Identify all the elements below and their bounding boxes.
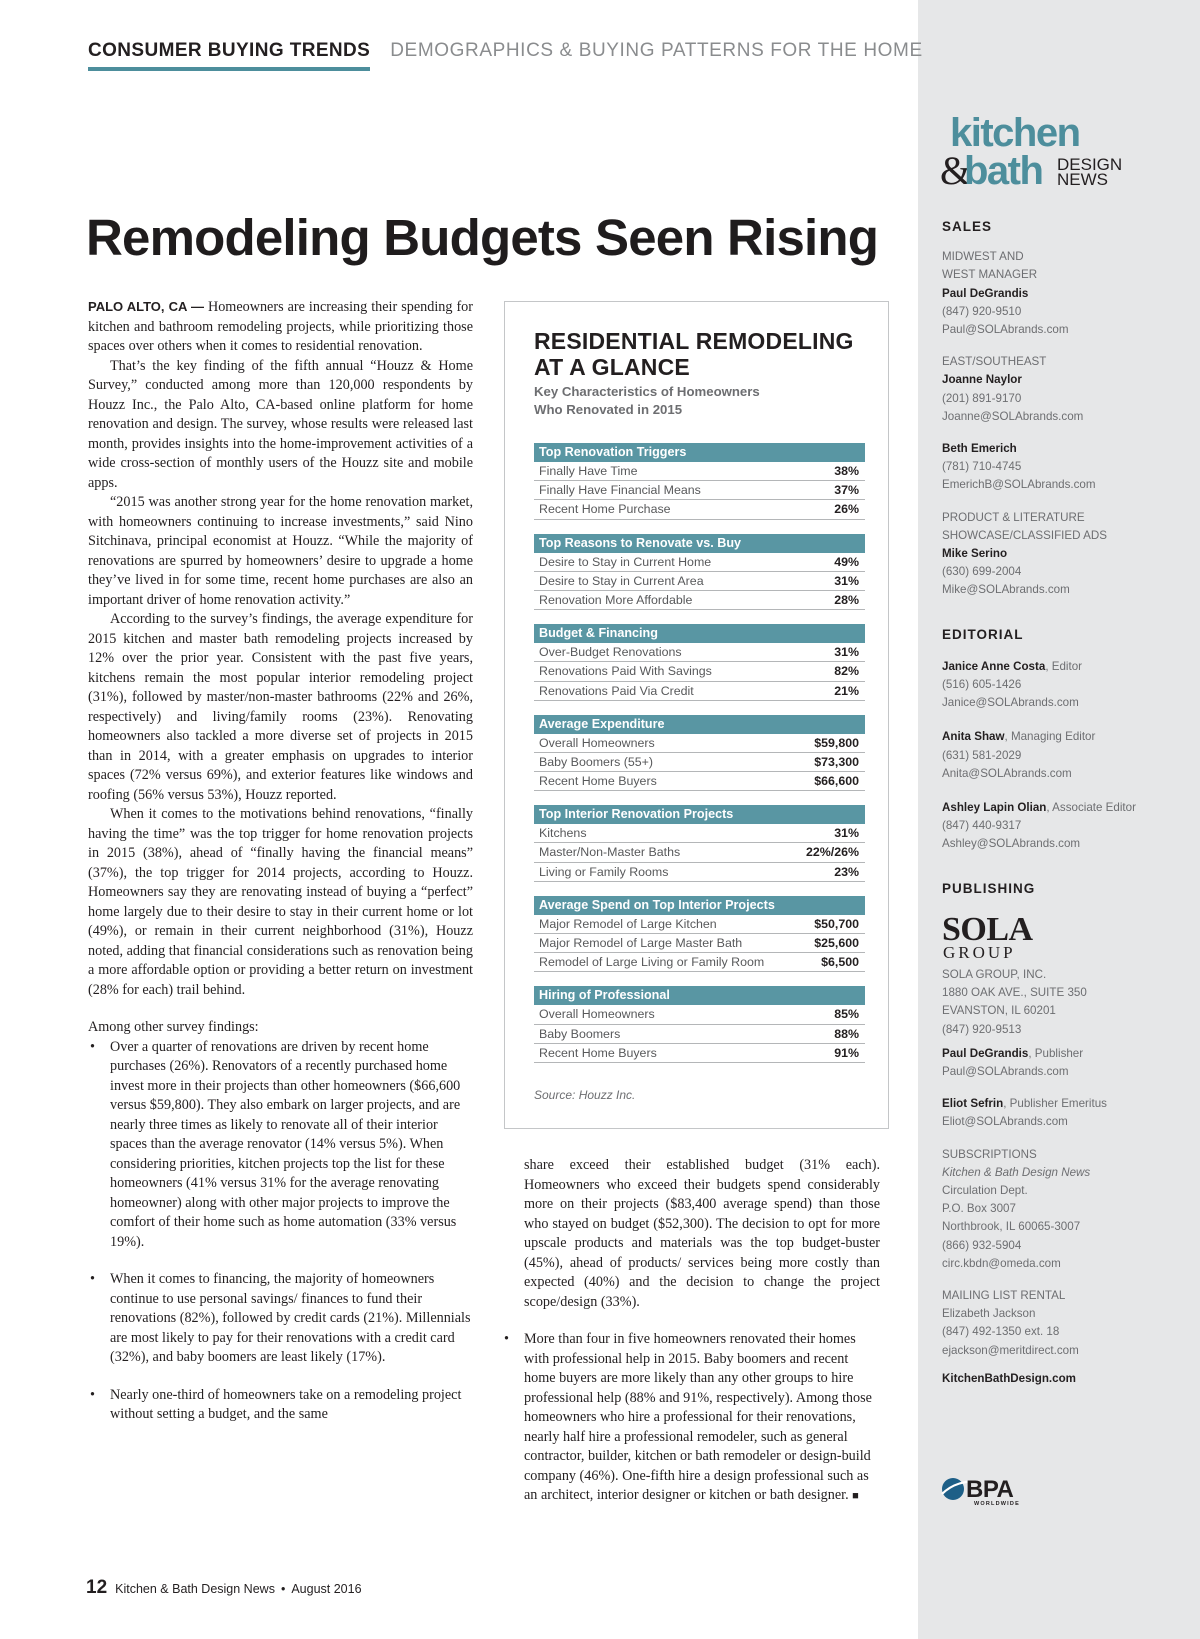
row-value: $25,600 [814, 936, 859, 950]
row-label: Recent Home Purchase [539, 502, 671, 517]
footer-separator: • [280, 1582, 286, 1596]
page-number: 12 [86, 1577, 108, 1598]
row-label: Baby Boomers (55+) [539, 754, 653, 769]
publisher-email[interactable]: Paul@SOLAbrands.com [942, 1064, 1069, 1078]
sales-midwest-title1: MIDWEST AND [942, 250, 1024, 264]
subscriptions-city: Northbrook, IL 60065-3007 [942, 1220, 1081, 1234]
findings-list [88, 1038, 473, 1425]
glance-section [534, 715, 865, 792]
list-item-text: Over a quarter of renovations are driven by recent home purchases (26%). Renovators of a recently purchased home invest more in their projects than other homeowners ($66,600 versus $59,800). They also embark on larger projects, and are nearly three times as likely to renovate all of their interior spaces than the average renovator (14% versus 5%). When considering priorities, kitchen projects top the list for these homeowners (41% versus 31% for the average renovating homeowner) along with other major projects to improve the comfort of their home such as home automation (33% versus 19%). [110, 1038, 461, 1250]
row-value: 38% [834, 464, 859, 478]
bullet-icon: • [504, 1331, 509, 1347]
list-item-text: Nearly one-third of homeowners take on a remodeling project without setting a budget, and the same [110, 1386, 462, 1422]
table-row [534, 1025, 865, 1044]
row-label: Finally Have Time [539, 464, 638, 478]
table-row [534, 462, 865, 481]
row-value: 31% [834, 645, 859, 660]
glance-section [534, 624, 865, 701]
editorial-heading: EDITORIAL [942, 626, 1024, 642]
website-link[interactable]: KitchenBathDesign.com [942, 1371, 1076, 1385]
logo-kitchen: kitchen [950, 112, 1080, 155]
subscriptions-dept: Circulation Dept. [942, 1183, 1028, 1197]
editor-role: , Editor [1045, 659, 1083, 673]
row-value: 28% [834, 592, 859, 607]
footer-publication: Kitchen & Bath Design News [115, 1582, 275, 1596]
row-value: $59,800 [814, 735, 859, 750]
glance-subtitle-line2: Who Renovated in 2015 [534, 402, 683, 417]
glance-section [534, 805, 865, 882]
sales-product-name: Mike Serino [942, 547, 1008, 561]
kbdn-logo [940, 112, 1140, 192]
row-label: Major Remodel of Large Master Bath [539, 936, 743, 950]
row-label: Overall Homeowners [539, 1007, 655, 1022]
article-paragraph: That’s the key finding of the fifth annual “Houzz & Home Survey,” conducted among more than 120,000 respondents by Houzz Inc., the Palo Alto, CA-based online platform for home renovation and design. The survey, whose results were released last month, provides insights into the home-improvement activities of a wide cross-section of monthly users of the Houzz site and mobile apps. [88, 357, 473, 491]
table-row [534, 843, 865, 862]
row-value: $66,600 [814, 774, 859, 789]
managing-editor-phone: (631) 581-2029 [942, 748, 1022, 762]
sales-product-phone: (630) 699-2004 [942, 565, 1022, 579]
row-label: Baby Boomers [539, 1026, 621, 1041]
logo-ampersand: & [940, 148, 972, 192]
publisher-name: Paul DeGrandis [942, 1046, 1029, 1060]
subscriptions-pub: Kitchen & Bath Design News [942, 1165, 1091, 1179]
row-label: Renovations Paid Via Credit [539, 683, 694, 698]
glance-section [534, 443, 865, 520]
table-row [534, 772, 865, 791]
row-label: Recent Home Buyers [539, 774, 657, 789]
managing-editor-name: Anita Shaw [942, 730, 1005, 744]
glance-section-heading: Top Interior Renovation Projects [534, 805, 865, 824]
table-row [534, 572, 865, 591]
sales-product-email[interactable]: Mike@SOLAbrands.com [942, 583, 1070, 597]
sales-east-phone: (201) 891-9170 [942, 391, 1022, 405]
table-row [534, 1005, 865, 1024]
sales-midwest-email[interactable]: Paul@SOLAbrands.com [942, 323, 1069, 337]
article-title: Remodeling Budgets Seen Rising [86, 209, 879, 266]
list-item [88, 1386, 473, 1425]
row-value: 37% [834, 483, 859, 498]
row-value: 82% [834, 664, 859, 679]
sales-midwest-title2: WEST MANAGER [942, 268, 1038, 282]
article-paragraph [88, 297, 473, 357]
table-row [534, 863, 865, 882]
sales-heading: SALES [942, 219, 993, 234]
sales-beth-phone: (781) 710-4745 [942, 460, 1022, 474]
table-row [534, 682, 865, 701]
findings-list-continued [502, 1330, 880, 1507]
list-item-text: When it comes to financing, the majority of homeowners continue to use personal savings/ finances to fund their renovations (82%), followed by credit cards (21%). Millennials are most likely to pay for their renovations with a credit card (32%), and baby boomers are least likely (17%). [110, 1271, 471, 1365]
glance-source: Source: Houzz Inc. [534, 1088, 636, 1102]
article-paragraph: When it comes to the motivations behind renovations, “finally having the time” was the top trigger for home renovation projects in 2015 (38%), ahead of “finally having the financial means” (37%), the top trigger for 2014 projects, according to Houzz. Homeowners say they are renovating instead of buying a “perfect” home largely due to their desire to stay in their current home or lot (49%), or remain in their current neighborhood (31%), Houzz noted, adding that financial considerations such as renovation being a more affordable option or providing a better return on investment (28% for each) trail behind. [88, 806, 473, 998]
row-label: Finally Have Financial Means [539, 483, 701, 498]
row-value: 23% [834, 864, 859, 879]
row-label: Desire to Stay in Current Home [539, 554, 712, 569]
editorial-person [942, 799, 1192, 854]
glance-subtitle [534, 383, 760, 419]
associate-editor-name: Ashley Lapin Olian [942, 801, 1047, 815]
glance-section [534, 534, 865, 611]
row-label: Kitchens [539, 826, 587, 841]
list-item [502, 1330, 880, 1507]
bpa-globe-icon [942, 1478, 964, 1500]
row-label: Renovations Paid With Savings [539, 664, 712, 679]
editor-email[interactable]: Janice@SOLAbrands.com [942, 696, 1079, 710]
sales-product [942, 509, 1192, 600]
table-row [534, 1044, 865, 1063]
subscriptions-heading: SUBSCRIPTIONS [942, 1147, 1037, 1161]
mailing-email[interactable]: ejackson@meritdirect.com [942, 1343, 1079, 1357]
section-subtitle: DEMOGRAPHICS & BUYING PATTERNS FOR THE HOME [390, 40, 923, 61]
associate-editor-role: , Associate Editor [1046, 801, 1136, 815]
editor-name: Janice Anne Costa [942, 659, 1046, 673]
sales-midwest [942, 248, 1192, 339]
glance-section-heading: Average Expenditure [534, 715, 865, 734]
row-label: Renovation More Affordable [539, 592, 693, 607]
row-value: 91% [834, 1045, 859, 1060]
publisher-role: , Publisher [1028, 1046, 1084, 1060]
publisher-emeritus [942, 1095, 1192, 1131]
row-value: 85% [834, 1007, 859, 1022]
glance-sections [534, 443, 865, 1077]
page-footer [86, 1577, 362, 1599]
glance-section [534, 986, 865, 1063]
table-row [534, 734, 865, 753]
table-row [534, 934, 865, 953]
sales-product-title1: PRODUCT & LITERATURE [942, 510, 1085, 524]
row-value: 31% [834, 573, 859, 588]
bpa-worldwide-logo [940, 1470, 1040, 1510]
table-row [534, 953, 865, 972]
footer-date: August 2016 [291, 1582, 362, 1596]
glance-section-heading: Hiring of Professional [534, 986, 865, 1005]
table-row [534, 481, 865, 500]
table-row [534, 643, 865, 662]
row-value: 22%/26% [805, 845, 859, 860]
article-column-right [502, 1156, 880, 1507]
glance-subtitle-line1: Key Characteristics of Homeowners [534, 384, 760, 399]
table-row [534, 500, 865, 519]
glance-section [534, 896, 865, 973]
row-label: Major Remodel of Large Kitchen [539, 916, 717, 931]
row-value: 31% [834, 826, 859, 841]
glance-section-heading: Average Spend on Top Interior Projects [534, 896, 865, 915]
bpa-text: BPA [966, 1476, 1014, 1503]
sola-logo-top: SOLA [942, 910, 1033, 948]
sales-midwest-phone: (847) 920-9510 [942, 304, 1022, 318]
sales-beth-email[interactable]: EmerichB@SOLAbrands.com [942, 478, 1096, 492]
editorial-person [942, 658, 1192, 713]
row-value: $6,500 [821, 955, 859, 970]
table-row [534, 591, 865, 610]
sola-address [942, 966, 1192, 1039]
row-label: Recent Home Buyers [539, 1045, 657, 1060]
emeritus-name: Eliot Sefrin [942, 1097, 1004, 1111]
publisher [942, 1045, 1192, 1081]
logo-bath: bath [964, 149, 1043, 192]
mailing-phone: (847) 492-1350 ext. 18 [942, 1325, 1060, 1339]
section-title: CONSUMER BUYING TRENDS [88, 40, 370, 71]
end-mark-icon: ■ [852, 1490, 859, 1502]
sola-group-logo [942, 908, 1042, 962]
article-paragraph: According to the survey’s findings, the average expenditure for 2015 kitchen and master bath remodeling projects increased by 12% over the prior year. Consistent with the past five years, kitchens remain the most popular interior remodeling project (31%), followed by master/non-master bathrooms (22% and 26%, respectively) and living/family rooms (23%). Renovating homeowners also tackled a more diverse set of projects in 2015 than in 2014, with a greater emphasis on upgrades to interior spaces (72% versus 69%), and exterior features like windows and roofing (56% versus 53%), Houzz reported. [88, 611, 473, 803]
sola-phone: (847) 920-9513 [942, 1022, 1022, 1036]
article-paragraph: “2015 was another strong year for the home renovation market, with homeowners continuing to increase investments,” said Nino Sitchinava, principal economist at Houzz. “While the majority of renovations are spurred by homeowners’ desire to upgrade a home they’ve lived in for some time, recent home purchases are also an important driver of home renovation activity.” [88, 494, 473, 608]
sales-east-name: Joanne Naylor [942, 373, 1022, 387]
sales-product-title2: SHOWCASE/CLASSIFIED ADS [942, 528, 1107, 542]
table-row [534, 824, 865, 843]
row-value: 49% [834, 554, 859, 569]
sales-beth-name: Beth Emerich [942, 442, 1017, 456]
subscriptions-phone: (866) 932-5904 [942, 1238, 1022, 1252]
glance-title-line2: AT A GLANCE [534, 354, 690, 380]
section-header [88, 40, 923, 71]
subscriptions [942, 1146, 1192, 1273]
row-label: Remodel of Large Living or Family Room [539, 955, 765, 970]
dateline: PALO ALTO, CA — [88, 299, 204, 314]
emeritus-role: , Publisher Emeritus [1003, 1097, 1107, 1111]
editorial-person [942, 728, 1192, 783]
row-label: Living or Family Rooms [539, 864, 669, 879]
mailing-heading: MAILING LIST RENTAL [942, 1288, 1066, 1302]
sales-midwest-name: Paul DeGrandis [942, 286, 1029, 300]
row-value: $50,700 [814, 916, 859, 931]
table-row [534, 662, 865, 681]
list-item [88, 1038, 473, 1253]
logo-design: DESIGN [1057, 155, 1123, 174]
glance-section-heading: Top Reasons to Renovate vs. Buy [534, 534, 865, 553]
managing-editor-role: , Managing Editor [1004, 730, 1096, 744]
associate-editor-email[interactable]: Ashley@SOLAbrands.com [942, 837, 1081, 851]
list-item [88, 1270, 473, 1368]
row-label: Over-Budget Renovations [539, 645, 682, 660]
row-value: 21% [834, 683, 859, 698]
table-row [534, 915, 865, 934]
sales-beth [942, 440, 1192, 495]
row-label: Desire to Stay in Current Area [539, 573, 704, 588]
bullet-continuation: share exceed their established budget (31% each). Homeowners who exceed their budgets spend considerably more on their projects ($83,400 average spend) than those who stayed on budget ($52,300). The decision to opt for more upscale products and materials was the top budget-buster (45%), ahead of products/ services being more costly than expected (40%) and the decision to change the project scope/design (33%). [524, 1157, 880, 1310]
glance-section-heading: Top Renovation Triggers [534, 443, 865, 462]
publishing-heading: PUBLISHING [942, 880, 1036, 896]
article-column-left [88, 297, 473, 1425]
bullet-icon: • [90, 1386, 95, 1403]
sales-east [942, 353, 1192, 426]
table-row [534, 553, 865, 572]
table-row [534, 753, 865, 772]
subscriptions-email[interactable]: circ.kbdn@omeda.com [942, 1256, 1061, 1270]
bullet-icon: • [90, 1038, 95, 1055]
sola-address2: EVANSTON, IL 60201 [942, 1004, 1056, 1018]
at-a-glance-box [504, 301, 889, 1129]
masthead-content [942, 218, 1192, 1388]
glance-section-heading: Budget & Financing [534, 624, 865, 643]
row-value: $73,300 [814, 754, 859, 769]
mailing-name: Elizabeth Jackson [942, 1307, 1036, 1321]
sales-east-title: EAST/SOUTHEAST [942, 355, 1047, 369]
editor-phone: (516) 605-1426 [942, 678, 1022, 692]
managing-editor-email[interactable]: Anita@SOLAbrands.com [942, 766, 1072, 780]
logo-news: NEWS [1057, 170, 1108, 189]
row-label: Master/Non-Master Baths [539, 845, 681, 860]
subscriptions-box: P.O. Box 3007 [942, 1202, 1016, 1216]
sola-logo-bottom: GROUP [943, 942, 1016, 962]
list-item-text: More than four in five homeowners renovated their homes with professional help in 2015. Baby boomers and recent home buyers are more likely than any other groups to hire professional help (88% and 91%, respectively). Among those homeowners who hire a professional for their renovations, nearly half hire a professional remodeler, such as general contractor, builder, kitchen or bath remodeler or design-build company (46%). One-fifth hire a design professional such as an architect, interior designer or kitchen or bath designer. [524, 1331, 872, 1503]
mailing-list [942, 1287, 1192, 1360]
associate-editor-phone: (847) 440-9317 [942, 819, 1022, 833]
row-label: Overall Homeowners [539, 735, 655, 750]
findings-intro: Among other survey findings: [88, 1019, 259, 1035]
lead-text: Homeowners are increasing their spending for kitchen and bathroom remodeling projects, while prioritizing those spaces over others when it comes to residential renovation. [88, 299, 473, 354]
bullet-icon: • [90, 1271, 95, 1287]
glance-title-line1: RESIDENTIAL REMODELING [534, 328, 854, 354]
sola-address1: 1880 OAK AVE., SUITE 350 [942, 986, 1087, 1000]
emeritus-email[interactable]: Eliot@SOLAbrands.com [942, 1115, 1068, 1129]
row-value: 26% [834, 502, 859, 517]
sola-company: SOLA GROUP, INC. [942, 967, 1047, 981]
sales-east-email[interactable]: Joanne@SOLAbrands.com [942, 409, 1084, 423]
bpa-worldwide-text: WORLDWIDE [974, 1501, 1020, 1507]
row-value: 88% [834, 1026, 859, 1041]
glance-title [534, 328, 854, 380]
